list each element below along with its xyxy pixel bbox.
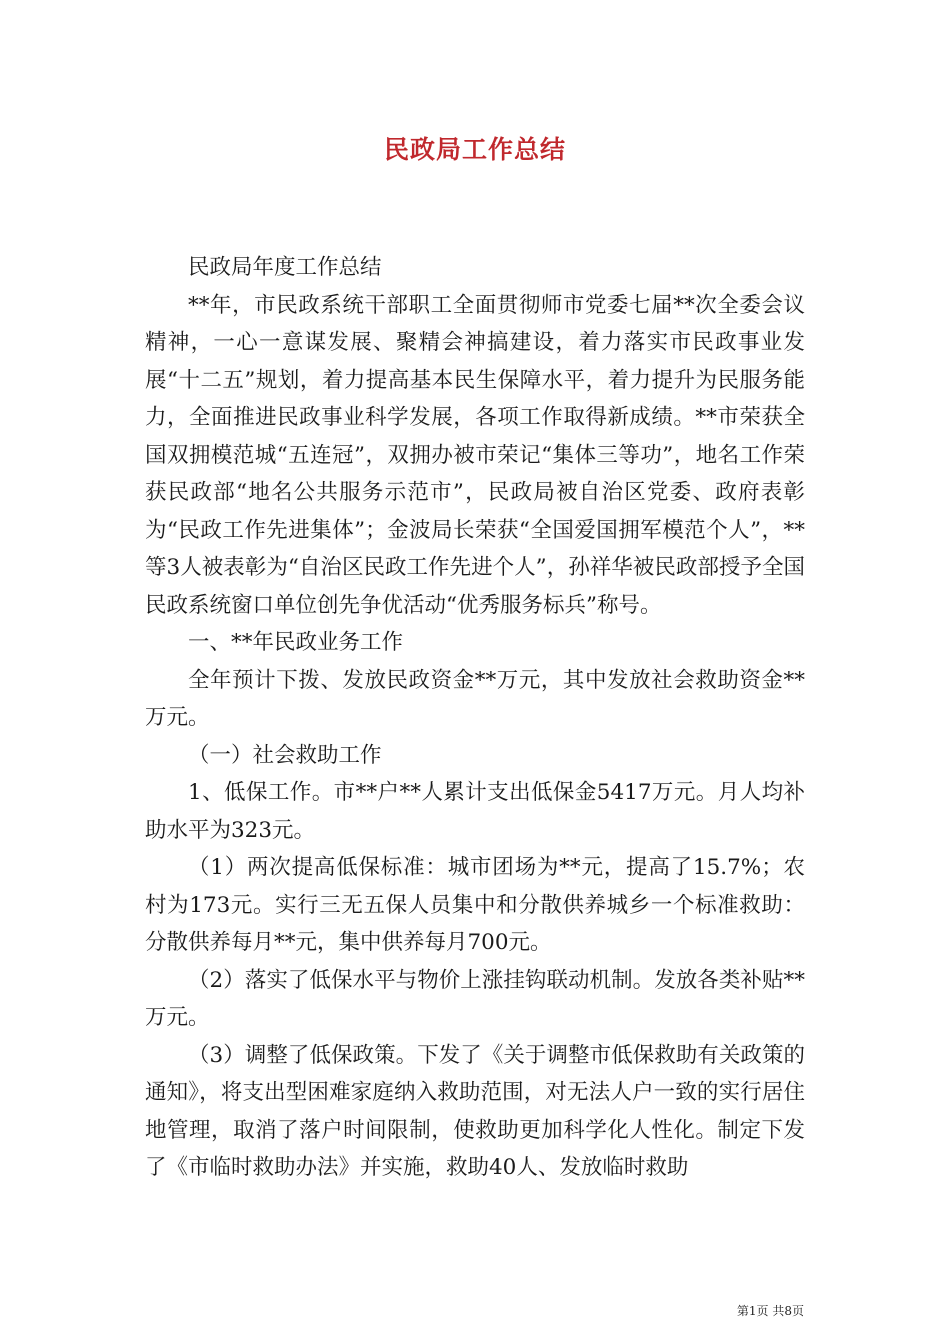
paragraph-item-2: （2）落实了低保水平与物价上涨挂钩联动机制。发放各类补贴**万元。: [145, 967, 805, 1030]
section-heading-1: 一、**年民政业务工作: [188, 630, 404, 655]
subsection-heading-1: （一）社会救助工作: [188, 742, 382, 768]
paragraph-dibao: 1、低保工作。市**户**人累计支出低保金5417万元。月人均补助水平为323元。: [145, 780, 805, 843]
document-title: 民政局工作总结: [383, 135, 566, 164]
paragraph-funds: 全年预计下拨、发放民政资金**万元，其中发放社会救助资金**万元。: [145, 667, 805, 730]
page-number: 第1页 共8页: [736, 1304, 804, 1318]
paragraph-item-1: （1）两次提高低保标准：城市团场为**元，提高了15.7%；农村为173元。实行三无五保人员集中和分散供养城乡一个标准救助：分散供养每月**元，集中供养每月700元。: [145, 855, 805, 955]
paragraph-item-3: （3）调整了低保政策。下发了《关于调整市低保救助有关政策的通知》，将支出型困难家庭纳入救助范围，对无法人户一致的实行居住地管理，取消了落户时间限制，使救助更加科学化人性化。制定下发了《市临时救助办法》并实施，救助40人、发放临时救助: [145, 1042, 805, 1180]
document-body: [145, 249, 805, 1187]
paragraph-subtitle: 民政局年度工作总结: [188, 255, 382, 280]
paragraph-intro: **年，市民政系统干部职工全面贯彻师市党委七届**次全委会议精神，一心一意谋发展、聚精会神搞建设，着力落实市民政事业发展“十二五”规划，着力提高基本民生保障水平，着力提升为民服务能力，全面推进民政事业科学发展，各项工作取得新成绩。**市荣获全国双拥模范城“五连冠”，双拥办被市荣记“集体三等功”，地名工作荣获民政部“地名公共服务示范市”，民政局被自治区党委、政府表彰为“民政工作先进集体”；金波局长荣获“全国爱国拥军模范个人”，**等3人被表彰为“自治区民政工作先进个人”，孙祥华被民政部授予全国民政系统窗口单位创先争优活动“优秀服务标兵”称号。: [145, 292, 805, 618]
